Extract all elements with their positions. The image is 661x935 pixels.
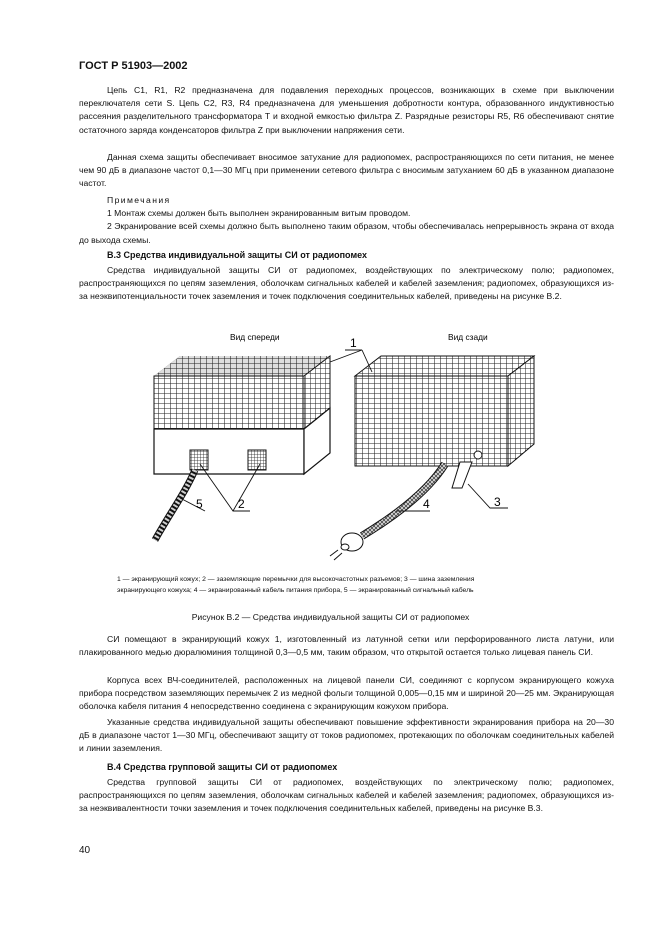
paragraph-group-protection: Средства групповой защиты СИ от радиопомех, воздействующих по электрическому полю; радиопомех, распространяющихся по цепям заземления, оболочкам сигнальных кабелей и кабелей заземления; радиопомех, образующихся из-за неэквивалентности точки заземления и точек подключения соединительных кабелей, приведены на рисунке В.3. xyxy=(79,777,614,814)
paragraph-effectiveness: Указанные средства индивидуальной защиты обеспечивают повышение эффективности экранирования прибора на 20—30 дБ в диапазоне частот 1—30 МГц, обеспечивают защиту от токов радиопомех, протекающих по оболочкам соединительных кабелей и линии заземления. xyxy=(79,717,614,754)
front-connector-jumper-left xyxy=(190,450,208,470)
paragraph-individual-protection: Средства индивидуальной защиты СИ от радиопомех, воздействующих по электрическому полю; радиопомех, распространяющихся по цепям заземления, оболочкам сигнальных кабелей и кабелей заземления; радиопомех, образующихся из-за неэквипотенциальности точек заземления и точек подключения соединительных кабелей, приведены на рисунке В.2. xyxy=(79,265,614,302)
figure-caption: Рисунок В.2 — Средства индивидуальной защиты СИ от радиопомех xyxy=(191,612,470,622)
legend-line-2: экранирующего кожуха; 4 — экранированный кабель питания прибора, 5 — экранированный сигнальный кабель xyxy=(117,587,474,594)
document-header: ГОСТ Р 51903—2002 xyxy=(79,60,188,72)
callout-5: 5 xyxy=(196,497,203,511)
back-view-shielding-box xyxy=(355,356,534,466)
note-1: 1 Монтаж схемы должен быть выполнен экранированным витым проводом. xyxy=(107,208,411,219)
callout-4: 4 xyxy=(423,497,430,511)
front-connector-jumper-right xyxy=(248,450,266,470)
callout-1: 1 xyxy=(350,336,357,350)
callout-2: 2 xyxy=(238,497,245,511)
figure-legend xyxy=(117,574,587,596)
notes-title: Примечания xyxy=(107,195,171,205)
grounding-bus-terminal xyxy=(474,451,482,459)
callout-3: 3 xyxy=(494,495,501,509)
front-view-shielding-box xyxy=(154,356,330,474)
note-2: 2 Экранирование всей схемы должно быть выполнено таким образом, чтобы обеспечивалась непрерывность экрана от входа до выхода схемы. xyxy=(79,221,614,245)
paragraph-connectors: Корпуса всех ВЧ-соединителей, расположенных на лицевой панели СИ, соединяют с корпусом экранирующего кожуха прибора посредством заземляющих перемычек 2 из медной фольги толщиной 0,005—0,15 мм и шириной 20—25 мм. Экранирующая оболочка кабеля питания 4 непосредственно соединена с экранирующим кожухом прибора. xyxy=(79,675,614,712)
front-view-label: Вид спереди xyxy=(230,332,280,342)
figure-b2 xyxy=(140,328,540,568)
legend-line-1: 1 — экранирующий кожух; 2 — заземляющие перемычки для высокочастотных разъемов; 3 — шина заземления xyxy=(117,576,475,583)
notes-block xyxy=(79,194,614,247)
page-number: 40 xyxy=(79,845,91,856)
paragraph-attenuation: Данная схема защиты обеспечивает вносимое затухание для радиопомех, распространяющихся по сети питания, не менее чем 90 дБ в диапазоне частот 0,1—30 МГц при применении сетевого фильтра с вносимым затуханием 60 дБ в указанном диапазоне частот. xyxy=(79,152,614,189)
power-plug xyxy=(330,533,363,560)
section-heading-b4: В.4 Средства групповой защиты СИ от радиопомех xyxy=(107,762,338,772)
section-heading-b3: В.3 Средства индивидуальной защиты СИ от радиопомех xyxy=(107,250,367,260)
paragraph-circuit-description: Цепь С1, R1, R2 предназначена для подавления переходных процессов, возникающих в схеме при выключении переключателя сети S. Цепь С2, R3, R4 предназначена для уменьшения добротности контура, образованного индуктивностью рассеяния разделительного трансформатора Т и входной емкостью фильтра Z. Разрядные резисторы R5, R6 обеспечивают снятие остаточного заряда конденсаторов фильтра Z при выключении напряжения сети. xyxy=(79,85,614,135)
signal-cable xyxy=(155,470,195,540)
paragraph-shield-housing: СИ помещают в экранирующий кожух 1, изготовленный из латунной сетки или перфорированного листа латуни, или плакированного медью дюралюминия толщиной 0,3—0,5 мм, таким образом, что открытой остается только лицевая панель СИ. xyxy=(79,634,614,658)
back-view-label: Вид сзади xyxy=(448,332,488,342)
